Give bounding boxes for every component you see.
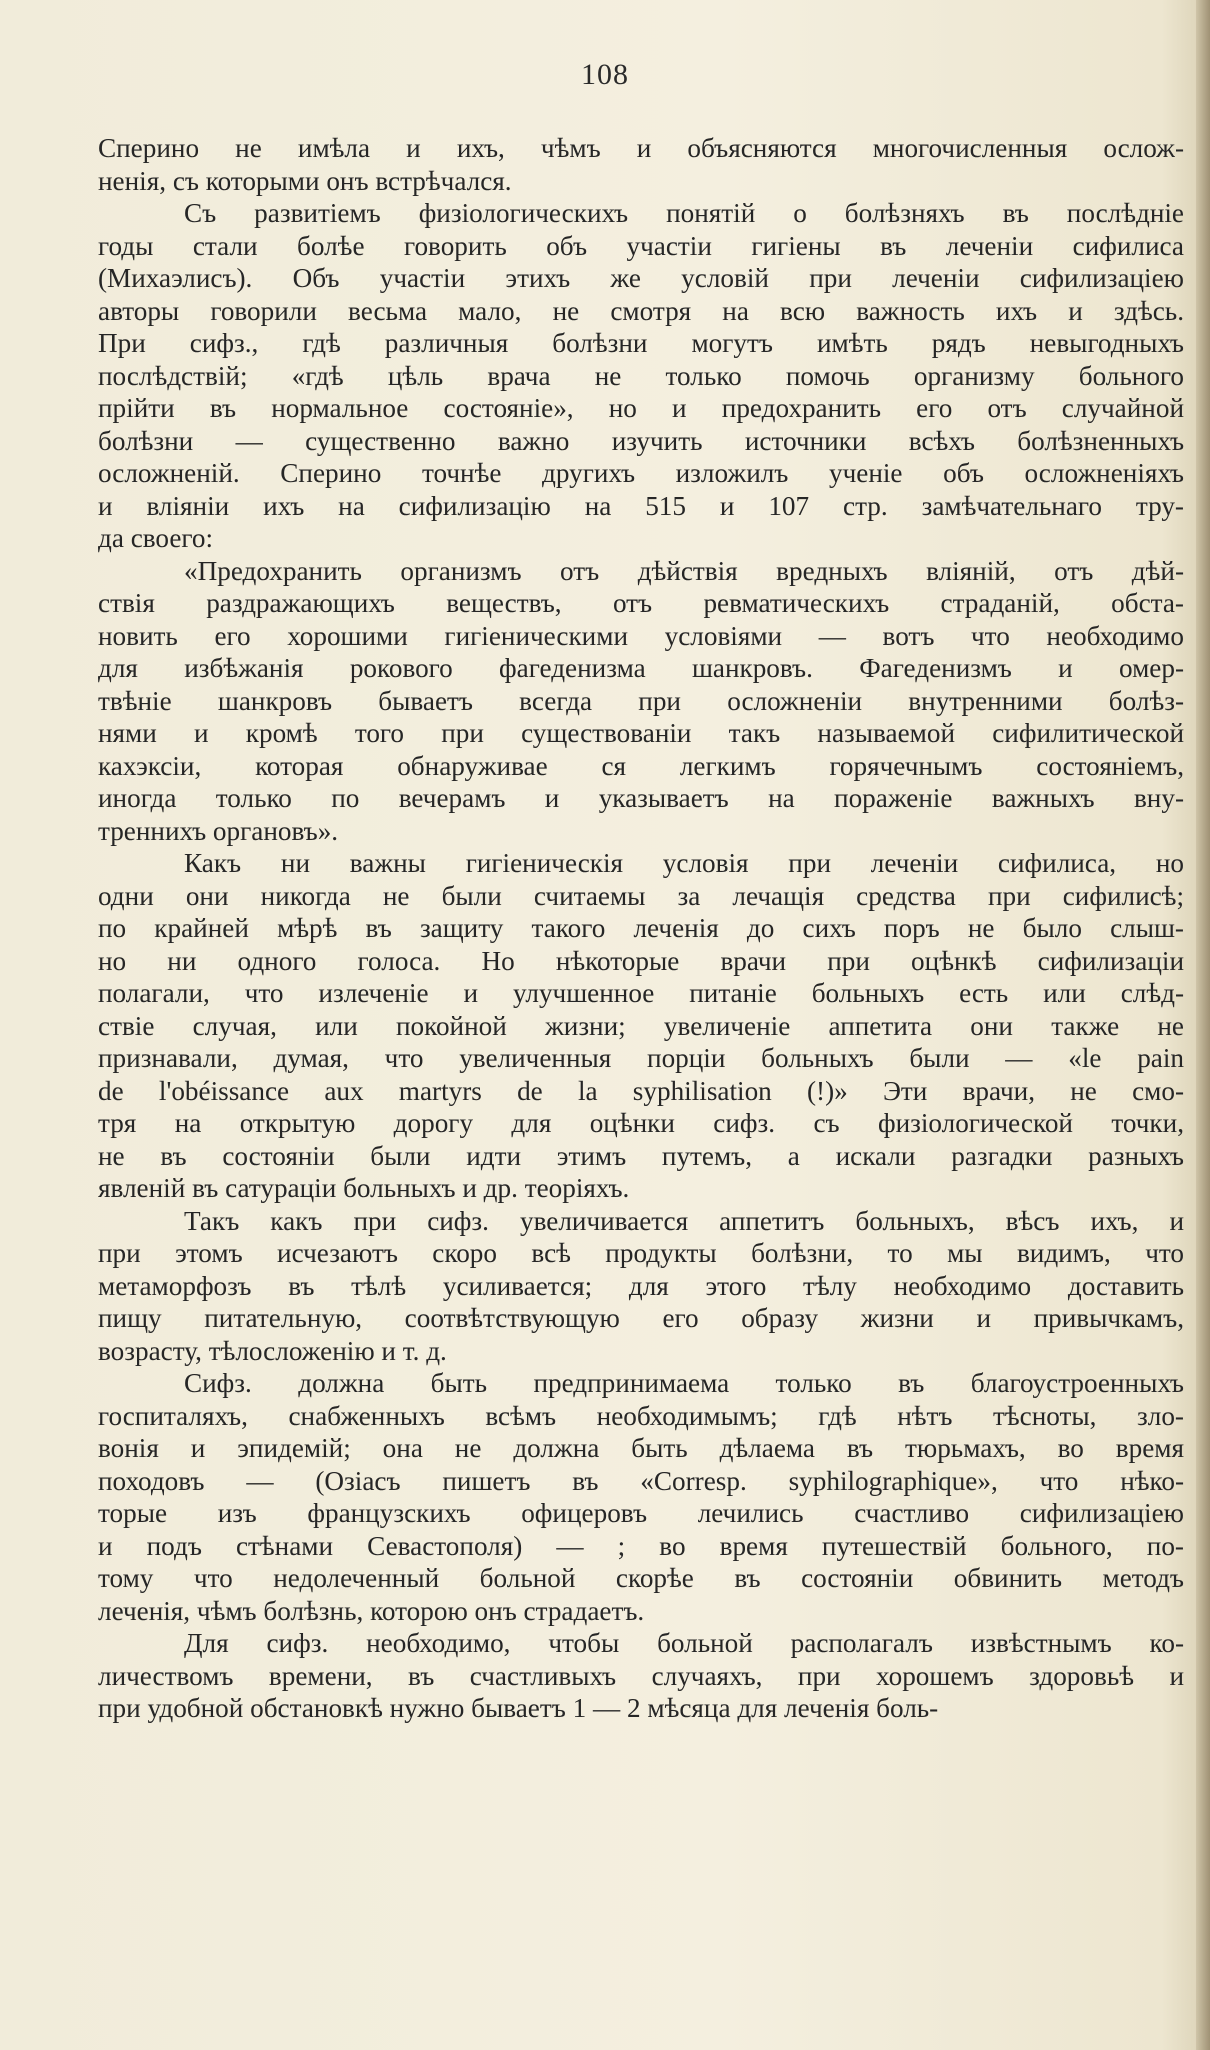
text-line: но ни одного голоса. Но нѣкоторые врачи при оцѣнкѣ сифилизаціи: [98, 945, 1184, 976]
paragraph-p4: [98, 847, 1184, 1205]
text-line: метаморфозъ въ тѣлѣ усиливается; для этого тѣлу необходимо доставить: [98, 1270, 1184, 1301]
text-line: осложненій. Сперино точнѣе другихъ изложилъ ученіе объ осложненіяхъ: [98, 458, 1184, 488]
text-line: вонія и эпидемій; она не должна быть дѣлаема въ тюрьмахъ, во время: [98, 1433, 1184, 1463]
page-edge-shadow: [1196, 0, 1210, 2050]
text-line: пищу питательную, соотвѣтствующую его образу жизни и привычкамъ,: [98, 1303, 1184, 1333]
text-line: торые изъ французскихъ офицеровъ лечились счастливо сифилизаціею: [98, 1498, 1184, 1528]
text-line: не въ состояніи были идти этимъ путемъ, а искали разгадки разныхъ: [98, 1140, 1184, 1171]
text-line: Сифз. должна быть предпринимаема только въ благоустроенныхъ: [184, 1368, 1184, 1398]
text-line: ствіе случая, или покойной жизни; увеличеніе аппетита они также не: [98, 1010, 1184, 1041]
text-line: тря на открытую дорогу для оцѣнки сифз. съ физіологической точки,: [98, 1108, 1184, 1138]
paragraph-p3: [98, 555, 1184, 848]
text-line: (Михаэлисъ). Объ участіи этихъ же условій при леченіи сифилизаціею: [98, 263, 1184, 293]
text-line: Сперино не имѣла и ихъ, чѣмъ и объясняются многочисленныя ослож-: [98, 133, 1184, 163]
page-number: 108: [581, 58, 629, 91]
paragraph-p1: [98, 132, 1184, 197]
text-line: тому что недолеченный больной скорѣе въ состояніи обвинить методъ: [98, 1563, 1184, 1593]
text-line: Съ развитіемъ физіологическихъ понятій о болѣзняхъ въ послѣдніе: [184, 198, 1184, 228]
text-line: ствія раздражающихъ веществъ, отъ ревматическихъ страданій, обста-: [98, 588, 1184, 618]
text-line: Какъ ни важны гигіеническія условія при леченіи сифилиса, но: [184, 848, 1184, 878]
text-line: «Предохранить организмъ отъ дѣйствія вредныхъ вліяній, отъ дѣй-: [184, 555, 1184, 586]
text-line: признавали, думая, что увеличенныя порціи больныхъ были — «le pain: [98, 1043, 1184, 1073]
text-line: Такъ какъ при сифз. увеличивается аппетитъ больныхъ, вѣсъ ихъ, и: [184, 1205, 1184, 1236]
text-line: новить его хорошими гигіеническими условіями — вотъ что необходимо: [98, 620, 1184, 651]
text-line: твѣніе шанкровъ бываетъ всегда при осложненіи внутренними болѣз-: [98, 685, 1184, 716]
text-line: одни они никогда не были считаемы за лечащія средства при сифилисѣ;: [98, 880, 1184, 911]
text-line: при этомъ исчезаютъ скоро всѣ продукты болѣзни, то мы видимъ, что: [98, 1238, 1184, 1268]
text-line: послѣдствій; «гдѣ цѣль врача не только помочь организму больного: [98, 360, 1184, 391]
text-line: при удобной обстановкѣ нужно бываетъ 1 — 2 мѣсяца для леченія боль-: [98, 1693, 939, 1723]
paragraph-p5: [98, 1205, 1184, 1368]
text-line: нями и кромѣ того при существованіи такъ называемой сифилитической: [98, 718, 1184, 748]
text-line: de l'obéissance aux martyrs de la syphilisation (!)» Эти врачи, не смо-: [98, 1075, 1184, 1106]
text-line: годы стали болѣе говорить объ участіи гигіены въ леченіи сифилиса: [98, 230, 1184, 261]
text-line: кахэксіи, которая обнаруживае ся легкимъ горячечнымъ состояніемъ,: [98, 750, 1184, 781]
body-text: [98, 132, 1184, 1725]
text-line: треннихъ органовъ».: [98, 815, 339, 846]
paragraph-p6: [98, 1367, 1184, 1627]
text-line: прійти въ нормальное состояніе», но и предохранить его отъ случайной: [98, 393, 1184, 423]
text-line: Для сифз. необходимо, чтобы больной располагалъ извѣстнымъ ко-: [184, 1628, 1184, 1658]
text-line: для избѣжанія рокового фагеденизма шанкровъ. Фагеденизмъ и омер-: [98, 653, 1184, 683]
text-line: возрасту, тѣлосложенію и т. д.: [98, 1335, 447, 1366]
text-line: и вліяніи ихъ на сифилизацію на 515 и 107 стр. замѣчательнаго тру-: [98, 490, 1184, 521]
text-line: авторы говорили весьма мало, не смотря на всю важность ихъ и здѣсь.: [98, 295, 1184, 326]
text-line: болѣзни — существенно важно изучить источники всѣхъ болѣзненныхъ: [98, 425, 1184, 456]
text-line: по крайней мѣрѣ въ защиту такого леченія до сихъ поръ не было слыш-: [98, 913, 1184, 943]
text-line: леченія, чѣмъ болѣзнь, которою онъ страдаетъ.: [98, 1595, 645, 1626]
text-line: личествомъ времени, въ счастливыхъ случаяхъ, при хорошемъ здоровьѣ и: [98, 1660, 1184, 1691]
text-line: явленій въ сатураціи больныхъ и др. теоріяхъ.: [98, 1173, 630, 1203]
text-line: госпиталяхъ, снабженныхъ всѣмъ необходимымъ; гдѣ нѣтъ тѣсноты, зло-: [98, 1400, 1184, 1431]
text-line: да своего:: [98, 523, 214, 553]
text-line: ненія, съ которыми онъ встрѣчался.: [98, 165, 512, 196]
paragraph-p2: [98, 197, 1184, 555]
text-line: и подъ стѣнами Севастополя) — ; во время путешествій больного, по-: [98, 1530, 1184, 1561]
text-line: При сифз., гдѣ различныя болѣзни могутъ имѣть рядъ невыгодныхъ: [98, 328, 1184, 358]
text-line: иногда только по вечерамъ и указываетъ на пораженіе важныхъ вну-: [98, 783, 1184, 813]
text-line: полагали, что излеченіе и улучшенное питаніе больныхъ есть или слѣд-: [98, 978, 1184, 1008]
paragraph-p7: [98, 1627, 1184, 1725]
text-line: походовъ — (Озіасъ пишетъ въ «Corresp. syphilographique», что нѣко-: [98, 1465, 1184, 1496]
